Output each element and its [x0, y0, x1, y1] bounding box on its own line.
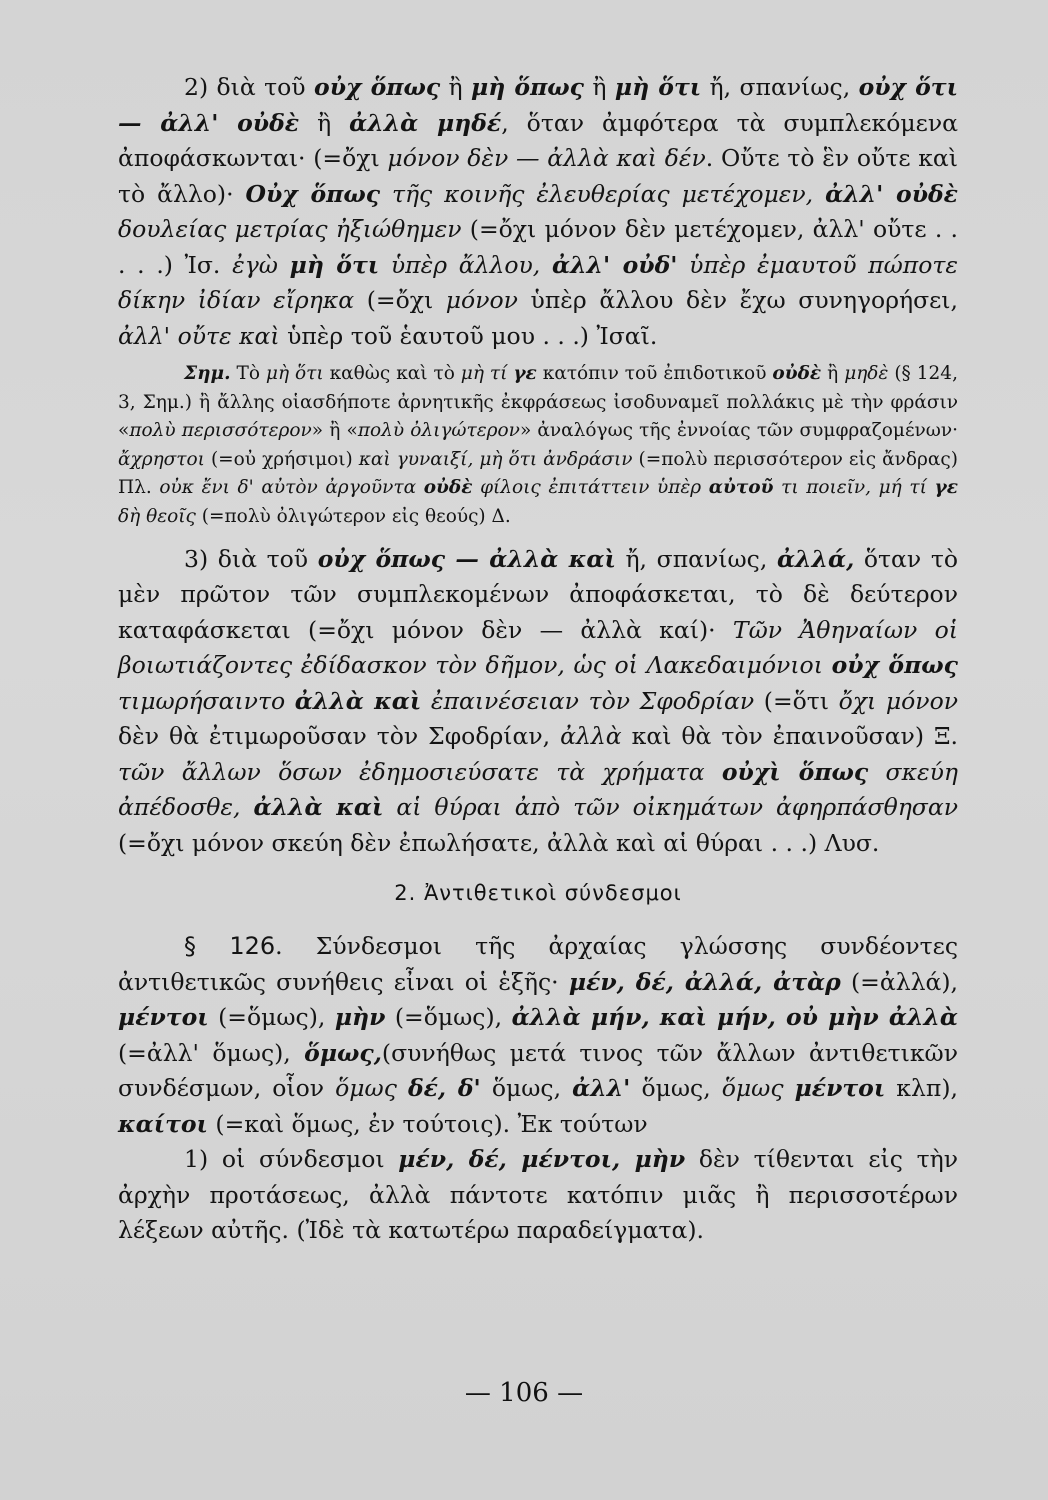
text-run [421, 687, 431, 715]
bold-term: γε [934, 477, 958, 499]
text-run: ὑπὲρ τοῦ ἑαυτοῦ μου . . .) Ἰσαῖ. [279, 321, 658, 350]
text-run [383, 793, 396, 821]
italic-text: ἐγὼ [232, 250, 278, 279]
text-run: (=ὄχι μόνον σκεύη δὲν ἐπωλήσατε, ἀλλὰ καὶ αἱ θύραι . . .) Λυσ. [118, 828, 880, 857]
text-run: (=ὅμως), [208, 1003, 335, 1032]
bold-term: δέ, δ' [407, 1074, 481, 1103]
italic-text: οὐκ ἔνι δ' αὐτὸν ἀργοῦντα [159, 477, 417, 499]
paragraph-2 [118, 70, 958, 354]
italic-text: ἀλλ' οὔτε καὶ [118, 321, 280, 350]
bold-term: ἀλλὰ καὶ [294, 686, 422, 715]
text-run: (συνήθως μετά τινος τῶν ἄλλων ἀντιθετικῶν συνδέσμων, οἷον [118, 1038, 958, 1103]
bold-term: οὐχ ὅπως [831, 651, 958, 680]
bold-term: μὴν [334, 1003, 386, 1032]
bold-term: μὴ ὅπως [471, 73, 584, 101]
bold-term: οὐχ ὅπως [314, 73, 441, 101]
bold-term: οὐχὶ ὅπως [721, 757, 869, 786]
text-run: 2) διὰ τοῦ [184, 73, 315, 101]
bold-term: μέντοι [118, 1003, 209, 1032]
note-paragraph [118, 360, 958, 532]
text-run [784, 1074, 795, 1102]
bold-term: ὅμως, [304, 1038, 382, 1067]
text-run [285, 687, 295, 715]
bold-term: ἀλλ' οὐδ' [551, 250, 678, 279]
text-run: 1) οἱ σύνδεσμοι [184, 1145, 399, 1174]
text-run: (=ἀλλ' ὅμως), [118, 1038, 305, 1067]
italic-text: τῆς κοινῆς ἐλευθερίας μετέχομεν, [391, 179, 814, 208]
text-run: δὲν τίθενται εἰς τὴν ἀρχὴν προτάσεως, ἀλλὰ πάντοτε κατόπιν μιᾶς ἢ περισσοτέρων λέξεων αὐτῆς. (Ἰδὲ τὰ κατωτέρω παραδείγματα). [118, 1145, 958, 1245]
italic-text: ἀλλὰ [560, 722, 622, 751]
italic-text: ὑπὲρ ἄλλου, [390, 250, 541, 279]
italic-text: ἐπαινέσειαν τὸν Σφοδρίαν [430, 686, 755, 715]
text-run: ἢ [440, 73, 472, 101]
italic-text: τιμωρήσαιντο [118, 686, 286, 715]
section-heading: 2. Ἀντιθετικοὶ σύνδεσμοι [394, 881, 682, 906]
bold-term: μέν, δέ, μέντοι, μὴν [398, 1145, 686, 1174]
paragraph-126 [118, 929, 958, 1142]
italic-text: σκεύη ἀπέδοσθε, [118, 757, 958, 822]
italic-text: τι ποιεῖν, μή τί [781, 477, 927, 499]
bold-term: Σημ. [184, 363, 231, 384]
text-run: 3) διὰ τοῦ [184, 544, 318, 573]
text-run: ἤ, σπανίως, [615, 544, 777, 573]
italic-text: ὅμως [721, 1074, 784, 1103]
text-run [379, 251, 391, 279]
text-run: (=οὐ χρήσιμοι) [204, 448, 359, 470]
text-run: ὅταν τὸ μὲν πρῶτον τῶν συμπλεκομένων ἀποφάσκεται, τὸ δὲ δεύτερον καταφάσκεται (=ὄχι μόνον δὲν — ἀλλὰ καί)· [118, 544, 958, 644]
text-run [677, 251, 689, 279]
text-run [813, 180, 825, 208]
text-run [701, 477, 709, 498]
bold-term: ἀλλὰ μηδέ [349, 108, 502, 137]
text-run: ἢ [584, 73, 615, 101]
text-run [540, 251, 552, 279]
text-run: ὅμως, [630, 1074, 722, 1103]
text-run [380, 180, 392, 208]
paragraph-3-wrap [118, 542, 958, 862]
bold-term: μέν, δέ, ἀλλά, ἀτὰρ [568, 967, 841, 996]
italic-text: μὴ ὅτι [265, 363, 324, 384]
text-run: ὑπὲρ ἄλλου δὲν ἔχω συνηγορήσει, [517, 286, 958, 314]
italic-text: ὑπὲρ ἐμαυτοῦ πώποτε δίκην ἰδίαν εἴρηκα [118, 250, 958, 314]
text-run [773, 477, 781, 498]
bold-term: ἀλλὰ καὶ [253, 793, 384, 822]
text-run: » ἢ « [311, 420, 358, 442]
bold-term: οὐδὲ [772, 363, 822, 384]
paragraph-126-text [118, 932, 958, 1138]
text-run: , ὅταν ἀμφότερα τὰ συμπλεκόμενα ἀποφάσκωνται· (=ὄχι [118, 108, 958, 172]
text-run [278, 251, 290, 279]
text-run [416, 477, 424, 498]
text-run: ἢ [299, 108, 350, 137]
text-run [823, 651, 832, 679]
bold-term: μὴ ὅτι [614, 73, 702, 101]
text-run [472, 477, 480, 498]
italic-text: φίλοις ἐπιτάττειν ὑπὲρ [480, 477, 702, 499]
bold-term: Οὐχ ὅπως [245, 179, 380, 208]
bold-term: ἀλλά, [776, 544, 855, 573]
text-run [705, 758, 722, 786]
paragraph-1 [118, 1142, 958, 1249]
bold-term: ἀλλὰ μήν, καὶ μήν, οὐ μὴν ἀλλὰ [511, 1003, 958, 1032]
bold-term: οὐχ ὅτι — ἀλλ' οὐδὲ [118, 73, 958, 137]
text-run: δὲν θὰ ἐτιμωροῦσαν τὸν Σφοδρίαν, [118, 722, 561, 751]
bold-term: μέντοι [794, 1074, 886, 1103]
bold-term: οὐχ ὅπως — ἀλλὰ καὶ [317, 544, 616, 573]
text-run: » ἀναλόγως τῆς ἐννοίας τῶν συμφραζομένων· [519, 420, 958, 442]
text-run: ἢ [821, 363, 845, 384]
text-run: ἤ, σπανίως, [701, 73, 859, 101]
text-run: . Οὔτε τὸ ἓν οὔτε καὶ τὸ ἄλλο)· [118, 144, 958, 208]
text-run: (=ὄχι μόνον δὲν μετέχομεν, ἀλλ' οὔτε . . . . .) Ἰσ. [118, 215, 958, 279]
text-run: (=ὅτι [754, 686, 839, 715]
italic-text: πολὺ ὀλιγώτερον [357, 420, 520, 442]
bold-term: γε [513, 363, 537, 384]
paragraph-3 [118, 542, 958, 862]
text-run: (=πολὺ ὀλιγώτερον εἰς θεούς) Δ. [195, 505, 511, 527]
bold-term: αὐτοῦ [708, 477, 774, 499]
italic-text: μόνον [445, 286, 518, 314]
page-number: — 106 — [464, 1378, 584, 1408]
text-run: (=ὅμως), [385, 1003, 512, 1032]
text-run: καὶ θὰ τὸν ἐπαινοῦσαν) Ξ. [621, 722, 958, 751]
bold-term: ἀλλ' οὐδὲ [825, 179, 958, 208]
italic-text: ὅμως [335, 1074, 397, 1103]
section-number: § 126 [184, 932, 276, 961]
italic-text: πολὺ περισσότερον [129, 420, 312, 442]
text-run [868, 758, 885, 786]
text-run: (§ 124, 3, Σημ.) ἢ ἄλλης οἱασδήποτε ἀρνητικῆς ἐκφράσεως ἰσοδυναμεῖ πολλάκις μὲ τὴν φράσιν « [118, 363, 958, 442]
note-block [118, 360, 958, 532]
text-run: καθὼς καὶ τὸ [323, 363, 461, 384]
italic-text: μὴ τί [460, 363, 508, 384]
text-run [241, 793, 254, 821]
text-run: ὅμως, [480, 1074, 573, 1103]
italic-text: μόνον δὲν — ἀλλὰ καὶ δέν [387, 144, 706, 172]
text-run: (=καὶ ὅμως, ἐν τούτοις). Ἐκ τούτων [207, 1109, 648, 1138]
bold-term: μὴ ὅτι [289, 250, 380, 279]
bold-term: ἀλλ' [572, 1074, 631, 1103]
text-run: Τὸ [230, 363, 266, 384]
bold-term: οὐδὲ [423, 477, 473, 499]
italic-text: αἱ θύραι ἀπὸ τῶν οἰκημάτων ἀφηρπάσθησαν [396, 793, 958, 822]
text-run: (=πολὺ περισσότερον εἰς ἄνδρας) Πλ. [118, 448, 958, 499]
page-content [118, 70, 958, 1249]
text-run: (=ἀλλά), [840, 967, 959, 996]
bold-term: καίτοι [118, 1109, 208, 1138]
italic-text: τῶν ἄλλων ὅσων ἐδημοσιεύσατε τὰ χρήματα [118, 757, 705, 786]
italic-text: δουλείας μετρίας ἠξιώθημεν [118, 215, 462, 243]
italic-text: Τῶν Ἀθηναίων οἱ βοιωτιάζοντες ἐδίδασκον τὸν δῆμον, ὡς οἱ Λακεδαιμόνιοι [118, 615, 958, 680]
italic-text: καὶ γυναιξί, μὴ ὅτι ἀνδράσιν [358, 448, 633, 470]
text-run: (=ὄχι [354, 286, 446, 314]
text-run: . Σύνδεσμοι τῆς ἀρχαίας γλώσσης συνδέοντες ἀντιθετικῶς συνήθεις εἶναι οἱ ἑξῆς· [118, 932, 959, 996]
italic-text: ὄχι μόνον [838, 686, 959, 715]
italic-text: μηδὲ [844, 363, 889, 384]
text-run [397, 1074, 408, 1102]
text-run: κλπ), [885, 1074, 958, 1103]
italic-text: ἄχρηστοι [118, 448, 205, 470]
italic-text: δὴ θεοῖς [118, 505, 196, 527]
text-run: κατόπιν τοῦ ἐπιδοτικοῦ [536, 363, 773, 384]
